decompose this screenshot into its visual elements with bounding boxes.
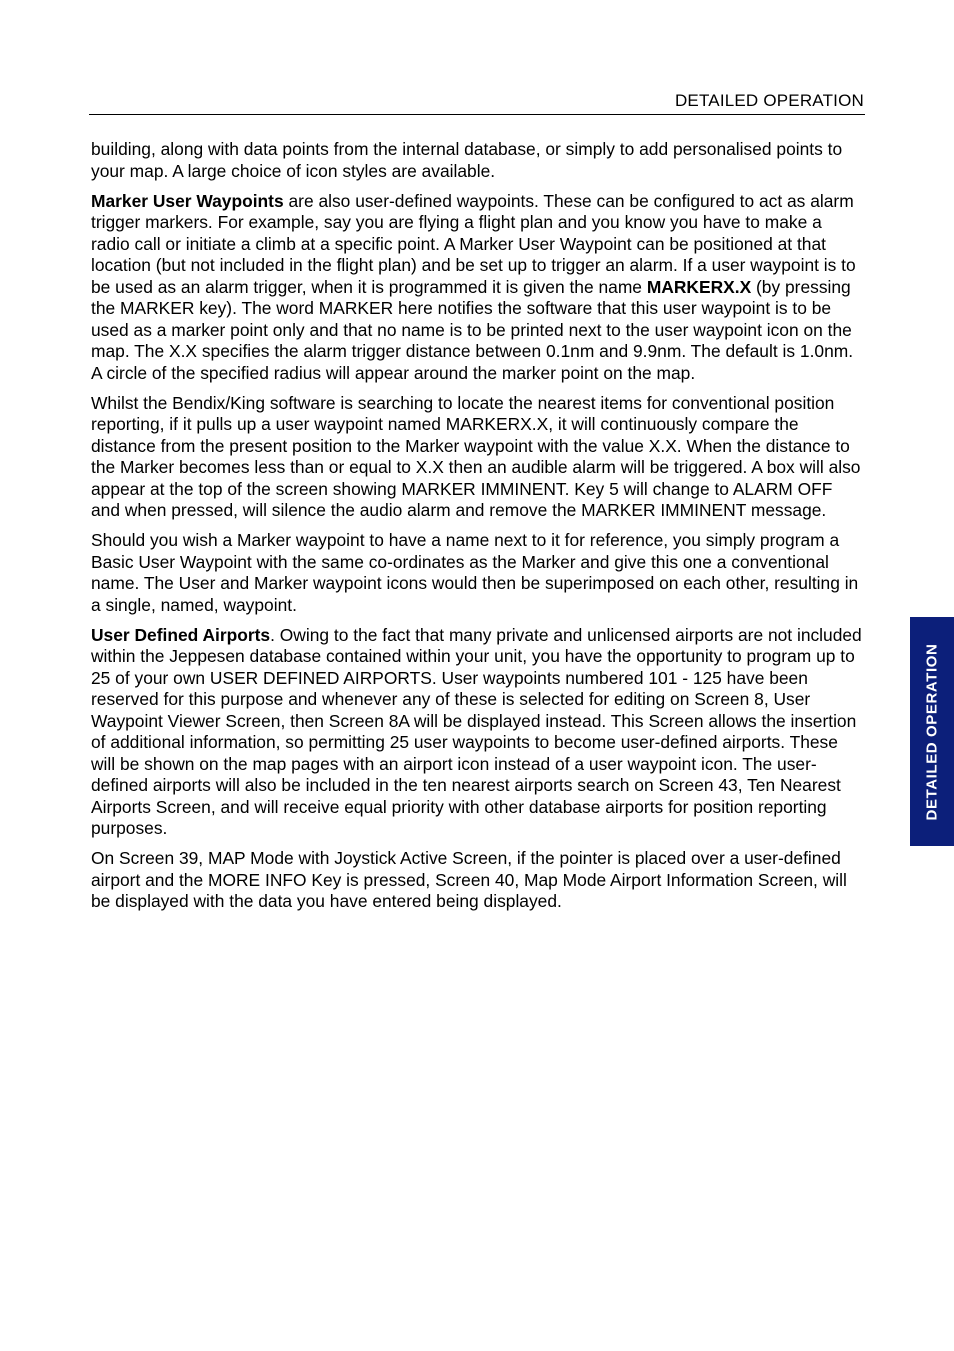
paragraph-marker-alarm: Whilst the Bendix/King software is searching to locate the nearest items for conventional position reporting, if it pulls up a user waypoint named MARKERX.X, it will continuously compare the distance from the present position to the Marker waypoint with the value X.X. When the distance to the Marker becomes less than or equal to X.X then an audible alarm will be triggered. A box will also appear at the top of the screen showing MARKER IMMINENT. Key 5 will change to ALARM OFF and when pressed, will silence the audio alarm and remove the MARKER IMMINENT message.	[91, 392, 861, 520]
term-user-defined-airports: User Defined Airports	[91, 624, 271, 645]
paragraph-user-defined-airports	[91, 625, 865, 840]
paragraph-text: (by pressing the MARKER key). The word MARKER here notifies the software that this user waypoint is to be used as a marker point only and that no name is to be printed next to the user waypoint icon on the map. The X.X specifies the alarm trigger distance between 0.1nm and 9.9nm. The default is 1.0nm. A circle of the specified radius will appear around the marker point on the map.	[91, 276, 854, 383]
section-side-tab	[910, 617, 954, 846]
term-markerxx: MARKERX.X	[646, 276, 752, 297]
header-divider	[89, 114, 865, 115]
paragraph-text: . Owing to the fact that many private and unlicensed airports are not included within the Jeppesen database contained within your unit, you have the opportunity to program up to 25 of your own USER DEFINED AIRPORTS. User waypoints numbered 101 - 125 have been reserved for this purpose and whenever any of these is selected for editing on Screen 8, User Waypoint Viewer Screen, then Screen 8A will be displayed instead. This Screen allows the insertion of additional information, so permitting 25 user waypoints to become user-defined airports. These will be shown on the map pages with an airport icon instead of a user waypoint icon. The user-defined airports will also be included in the ten nearest airports search on Screen 43, Ten Nearest Airports Screen, and will receive equal priority with other database airports for position reporting purposes.	[91, 624, 862, 838]
paragraph-text: are also user-defined waypoints. These can be configured to act as alarm trigger markers. For example, say you are flying a flight plan and you know you have to make a radio call or initiate a climb at a specific point. A Marker User Waypoint can be positioned at that location (but not included in the flight plan) and be set up to trigger an alarm. If a user waypoint is to be used as an alarm trigger, when it is programmed it is given the name	[91, 190, 856, 297]
side-tab-label: DETAILED OPERATION	[923, 643, 941, 820]
page-header-title: DETAILED OPERATION	[674, 91, 864, 110]
document-body	[91, 139, 865, 921]
paragraph-marker-user-waypoints	[91, 191, 865, 385]
paragraph-map-mode-info: On Screen 39, MAP Mode with Joystick Active Screen, if the pointer is placed over a user-defined airport and the MORE INFO Key is pressed, Screen 40, Map Mode Airport Information Screen, will be displayed with the data you have entered being displayed.	[91, 848, 847, 911]
paragraph-marker-naming: Should you wish a Marker waypoint to have a name next to it for reference, you simply program a Basic User Waypoint with the same co-ordinates as the Marker and give this one a conventional name. The User and Marker waypoint icons would then be superimposed on each other, resulting in a single, named, waypoint.	[91, 530, 859, 615]
term-marker-user-waypoints: Marker User Waypoints	[91, 190, 284, 211]
paragraph-intro: building, along with data points from the internal database, or simply to add personalised points to your map. A large choice of icon styles are available.	[91, 139, 843, 181]
